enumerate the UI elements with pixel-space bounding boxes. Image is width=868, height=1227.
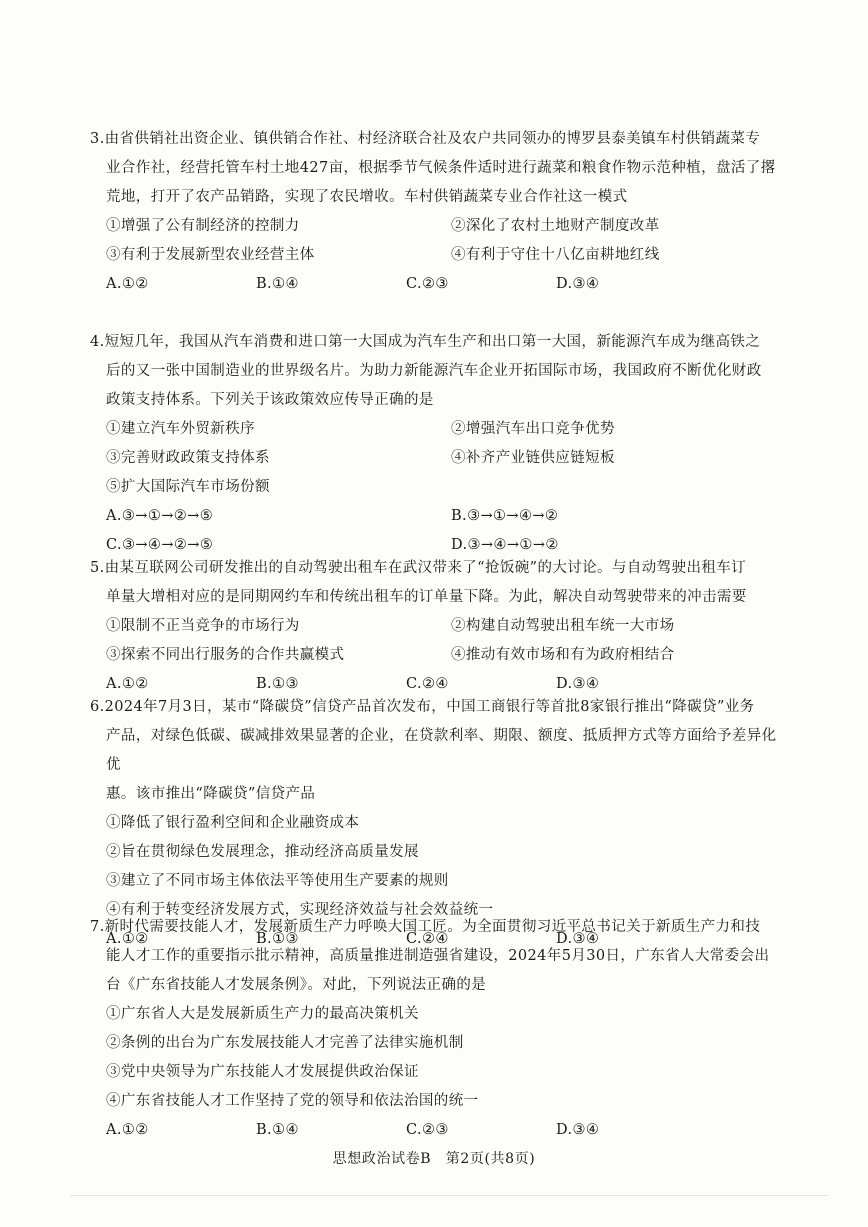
question-4-options-row-3	[90, 473, 780, 502]
choice-c: C.②③	[406, 1122, 449, 1138]
question-4-stem-line-2: 后的又一张中国制造业的世界级名片。为助力新能源汽车企业开拓国际市场，我国政府不断优化财政	[106, 363, 762, 379]
choice-d: D.③④	[556, 931, 600, 947]
question-6-option-row-3	[90, 867, 780, 896]
option-1: ①限制不正当竞争的市场行为	[106, 618, 300, 634]
choice-b: B.①④	[256, 1122, 299, 1138]
question-5-options-row-2	[90, 641, 780, 670]
option-5: ⑤扩大国际汽车市场份额	[106, 479, 270, 495]
question-4	[90, 328, 780, 560]
question-5-stem-line-1: 5.由某互联网公司研发推出的自动驾驶出租车在武汉带来了“抢饭碗”的大讨论。与自动驾驶出租车订	[90, 560, 747, 576]
option-2: ②构建自动驾驶出租车统一大市场	[451, 618, 675, 634]
option-1: ①降低了银行盈利空间和企业融资成本	[106, 815, 360, 831]
question-5-options-row-1	[90, 612, 780, 641]
question-7-choices	[90, 1116, 780, 1145]
question-6-stem-line-2: 产品，对绿色低碳、碳减排效果显著的企业，在贷款利率、期限、额度、抵质押方式等方面给予差异化优	[106, 728, 777, 773]
option-2: ②深化了农村土地财产制度改革	[451, 218, 660, 234]
option-3: ③党中央领导为广东技能人才发展提供政治保证	[106, 1064, 419, 1080]
question-5	[90, 554, 780, 699]
question-7-stem-line-2: 能人才工作的重要指示批示精神，高质量推进制造强省建设，2024年5月30日，广东省人大常委会出	[106, 948, 770, 964]
page-footer: 思想政治试卷B 第2页(共8页)	[332, 1151, 536, 1167]
choice-a: A.①②	[106, 676, 149, 692]
choice-c: C.②④	[406, 931, 449, 947]
option-1: ①建立汽车外贸新秩序	[106, 421, 255, 437]
question-7	[90, 913, 780, 1145]
question-7-option-row-4	[90, 1087, 780, 1116]
choice-d: D.③④	[556, 1122, 600, 1138]
question-6-option-row-2	[90, 838, 780, 867]
question-5-stem-line-2: 单量大增相对应的是同期网约车和传统出租车的订单量下降。为此，解决自动驾驶带来的冲击需要	[106, 589, 747, 605]
question-3-stem-line-3: 荒地，打开了农产品销路，实现了农民增收。车村供销蔬菜专业合作社这一模式	[106, 189, 628, 205]
choice-d: D.③→④→①→②	[451, 537, 559, 553]
question-6-option-row-1	[90, 809, 780, 838]
choice-d: D.③④	[556, 676, 600, 692]
option-2: ②增强汽车出口竞争优势	[451, 421, 615, 437]
choice-c: C.②③	[406, 276, 449, 292]
question-4-stem-line-3: 政策支持体系。下列关于该政策效应传导正确的是	[106, 392, 434, 408]
choice-b: B.①③	[256, 931, 299, 947]
choice-d: D.③④	[556, 276, 600, 292]
question-6-stem-line-3: 惠。该市推出“降碳贷”信贷产品	[106, 786, 316, 802]
option-1: ①增强了公有制经济的控制力	[106, 218, 300, 234]
question-3-choices	[90, 270, 780, 299]
choice-a: A.①②	[106, 1122, 149, 1138]
choice-a: A.①②	[106, 276, 149, 292]
question-4-choices-row-1	[90, 502, 780, 531]
option-2: ②条例的出台为广东发展技能人才完善了法律实施机制	[106, 1035, 464, 1051]
option-1: ①广东省人大是发展新质生产力的最高决策机关	[106, 1006, 419, 1022]
choice-c: C.③→④→②→⑤	[106, 537, 214, 553]
choice-a: A.①②	[106, 931, 149, 947]
question-3	[90, 125, 780, 299]
question-4-stem-line-1: 4.短短几年，我国从汽车消费和进口第一大国成为汽车生产和出口第一大国，新能源汽车成为继高铁之	[90, 334, 761, 350]
option-4: ④有利于转变经济发展方式，实现经济效益与社会效益统一	[106, 902, 494, 918]
option-4: ④广东省技能人才工作坚持了党的领导和依法治国的统一	[106, 1093, 479, 1109]
option-2: ②旨在贯彻绿色发展理念，推动经济高质量发展	[106, 844, 419, 860]
question-7-option-row-2	[90, 1029, 780, 1058]
choice-b: B.①④	[256, 276, 299, 292]
option-3: ③完善财政政策支持体系	[106, 450, 270, 466]
choice-c: C.②④	[406, 676, 449, 692]
choice-b: B.①③	[256, 676, 299, 692]
question-3-stem-line-2: 业合作社，经营托管车村土地427亩，根据季节气候条件适时进行蔬菜和粮食作物示范种植，盘活了撂	[106, 160, 776, 176]
choice-b: B.③→①→④→②	[451, 508, 559, 524]
option-4: ④补齐产业链供应链短板	[451, 450, 615, 466]
question-4-options-row-1	[90, 415, 780, 444]
question-3-options-row-2	[90, 241, 780, 270]
option-4: ④有利于守住十八亿亩耕地红线	[451, 247, 660, 263]
question-4-options-row-2	[90, 444, 780, 473]
choice-a: A.③→①→②→⑤	[106, 508, 214, 524]
question-3-options-row-1	[90, 212, 780, 241]
option-4: ④推动有效市场和有为政府相结合	[451, 647, 675, 663]
scan-edge-divider	[70, 1195, 828, 1196]
question-7-stem-line-1: 7.新时代需要技能人才，发展新质生产力呼唤大国工匠。为全面贯彻习近平总书记关于新质生产力和技	[90, 919, 761, 935]
question-7-stem-line-3: 台《广东省技能人才发展条例》。对此，下列说法正确的是	[106, 977, 487, 993]
question-3-stem-line-1: 3.由省供销社出资企业、镇供销合作社、村经济联合社及农户共同领办的博罗县泰美镇车村供销蔬菜专	[90, 131, 761, 147]
option-3: ③建立了不同市场主体依法平等使用生产要素的规则	[106, 873, 449, 889]
option-3: ③探索不同出行服务的合作共赢模式	[106, 647, 345, 663]
option-3: ③有利于发展新型农业经营主体	[106, 247, 315, 263]
question-7-option-row-1	[90, 1000, 780, 1029]
question-6-stem-line-1: 6.2024年7月3日，某市“降碳贷”信贷产品首次发布，中国工商银行等首批8家银行推出“降碳贷”业务	[90, 699, 755, 715]
question-7-option-row-3	[90, 1058, 780, 1087]
